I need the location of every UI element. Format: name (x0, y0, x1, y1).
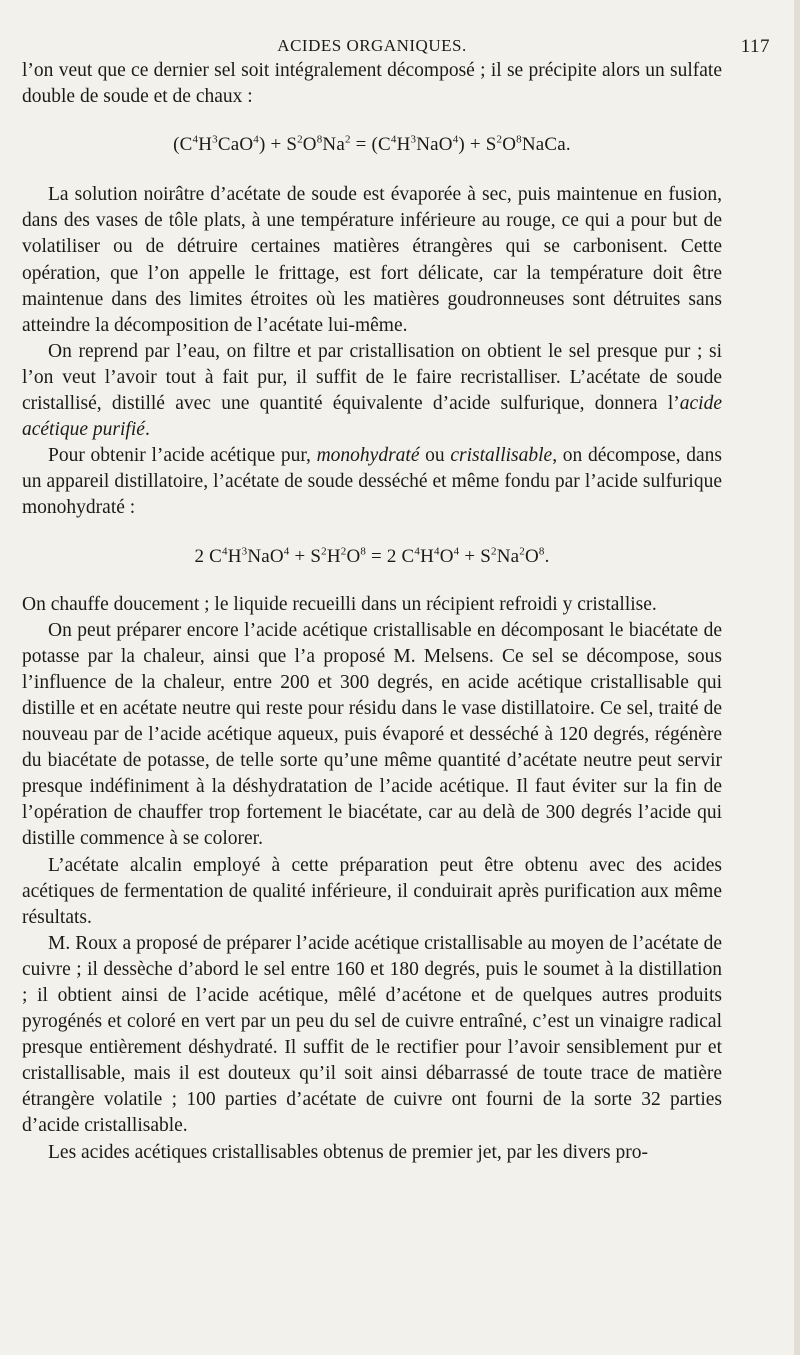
paragraph-9: Les acides acétiques cristallisables obtenus de premier jet, par les divers pro- (48, 1141, 648, 1163)
body-text (22, 58, 722, 1166)
italic-term: cristallisable (450, 445, 553, 467)
equation-2: 2 $C^4H^3NaO^4 + S^2H^2O^8 = 2$ $C^4H^4O^4 + S^2Na^2O^8$. (194, 545, 550, 567)
page-edge-shadow (794, 0, 800, 1355)
italic-term: acide acétique purifié (22, 393, 722, 441)
equation-1: $(C^4H^3CaO^4) + S^2O^8Na^2 = (C^4H^3NaO^4)$ + $S^2O^8NaCa$. (173, 133, 571, 156)
paragraph-8: M. Roux a proposé de préparer l’acide acétique cristallisable au moyen de l’acétate de cuivre ; il dessèche d’abord le sel entre 160 et 180 degrés, puis le soumet à la distillation ; il obtient ainsi de l’acide acétique, mêlé d’acétone et de quelques autres produits pyrogénés et coloré en vert par un peu du sel de cuivre entraîné, c’est un vinaigre radical presque entièrement déshydraté. Il suffit de le rectifier pour l’avoir sensiblement pur et cristallisable, mais il est douteux qu’il soit ainsi débarrassé de toute trace de matière étrangère volatile ; 100 parties d’acétate de cuivre ont fourni de la sorte 32 parties d’acide cristallisable. (22, 932, 722, 1137)
page-header (22, 28, 770, 58)
page-number: 117 (740, 36, 770, 57)
paragraph-1: l’on veut que ce dernier sel soit intégralement décomposé ; il se précipite alors un sulfate double de soude et de chaux : (22, 60, 722, 108)
paragraph-7: L’acétate alcalin employé à cette préparation peut être obtenu avec des acides acétiques de fermentation de qualité inférieure, il conduirait après purification aux même résultats. (22, 854, 722, 928)
paragraph-6: On peut préparer encore l’acide acétique cristallisable en décomposant le biacétate de potasse par la chaleur, ainsi que l’a proposé M. Melsens. Ce sel se décompose, sous l’influence de la chaleur, entre 200 et 300 degrés, en acide acétique cristallisable qui distille et en acétate neutre qui reste pour résidu dans le vase distillatoire. Ce sel, traité de nouveau par de l’acide acétique aqueux, puis évaporé et desséché à 120 degrés, régénère du biacétate de potasse, de telle sorte qu’une même quantité d’acétate neutre peut servir presque indéfiniment à la déshydratation de l’acide acétique. Il faut éviter sur la fin de l’opération de chauffer trop fortement le biacétate, car au delà de 300 degrés l’acide qui distille commence à se colorer. (22, 619, 722, 850)
italic-term: monohydraté (316, 445, 420, 467)
paragraph-4: Pour obtenir l’acide acétique pur, monohydraté ou cristallisable, on décompose, dans un appareil distillatoire, l’acétate de soude desséché et même fondu par l’acide sulfurique monohydraté : (22, 445, 722, 519)
running-title: ACIDES ORGANIQUES. (277, 36, 467, 55)
paragraph-3: On reprend par l’eau, on filtre et par cristallisation on obtient le sel presque pur ; si l’on veut l’avoir tout à fait pur, il suffit de le faire recristalliser. L’acétate de soude cristallisé, distillé avec une quantité équivalente d’acide sulfurique, donnera l’acide acétique purifié. (22, 340, 722, 441)
paragraph-2: La solution noirâtre d’acétate de soude est évaporée à sec, puis maintenue en fusion, dans des vases de tôle plats, à une température inférieure au rouge, ce qui a pour but de volatiliser ou de détruire certaines matières étrangères qui se carbonisent. Cette opération, que l’on appelle le frittage, est fort délicate, car la température doit être maintenue dans des limites étroites où les matières goudronneuses sont détruites sans atteindre la décomposition de l’acétate lui-même. (22, 184, 722, 336)
paragraph-5: On chauffe doucement ; le liquide recueilli dans un récipient refroidi y cristallise. (22, 593, 657, 615)
